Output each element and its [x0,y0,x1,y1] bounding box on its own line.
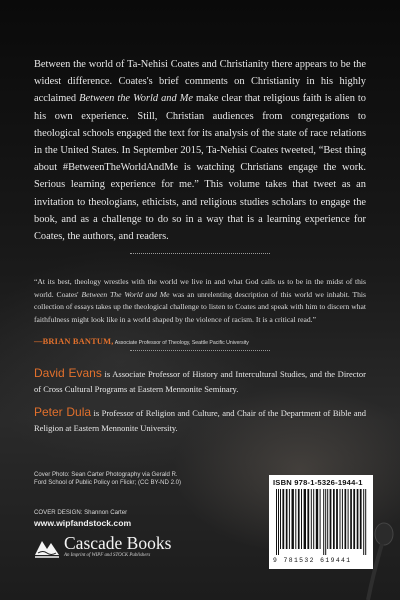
quote-book-title: Between The World and Me [81,289,170,299]
endorsement-quote [34,276,366,326]
author-bio-text-evans: is Associate Professor of History and Intercultural Studies, and the Director of Cross Cultural Programs at Eastern Mennonite Seminary. [34,369,366,394]
quote-text-part2: was an unrelenting description of this world we inhabit. This collection of essays takes up the theological challenge to listen to Coates and speak with him to discern what faithfulness might look like in a world shaped by the violence of racism. It is a critical read.” [34,289,366,324]
author-bio-evans [34,366,366,397]
barcode-digits: 9 781532 619441 [273,557,352,564]
endorser-role: Associate Professor of Theology, Seattle Pacific University [113,340,249,346]
author-name-dula: Peter Dula [34,405,92,419]
publisher-tagline: An Imprint of WIPF and STOCK Publishers [64,553,151,558]
divider-bottom [130,350,270,351]
author-bio-text-dula: is Professor of Religion and Culture, and Chair of the Department of Bible and Religion at Eastern Mennonite University. [34,408,366,433]
quote-text-part1: “At its best, theology wrestles with the world we live in and what God calls us to be in the midst of this world. Coates' [34,277,366,299]
intro-text-part2: make clear that religious faith is alien to his own experience. Still, Christian audiences from congregations to theological schools engaged the text for its analysis of the state of race relations in the United States. In September 2015, Ta-Nehisi Coates tweeted, “Best thing about #BetweenTheWorldAndMe is watching Christians engage the work. Serious learning experience for me.” This volume takes that tweet as an invitation to theologians, ethicists, and religious studies scholars to engage the book, and as a challenge to do so in a way that is a learning experience for Coates, the authors, and readers. [34,93,367,243]
microphone-image [360,520,400,600]
divider-top [130,253,270,254]
intro-paragraph [34,56,366,245]
cascade-books-logo-icon [34,535,60,559]
barcode-bars [272,489,370,555]
author-name-evans: David Evans [34,366,102,380]
publisher-website: www.wipfandstock.com [34,518,132,528]
intro-book-title: Between the World and Me [79,93,193,105]
publisher-logo [34,533,204,563]
isbn-barcode [269,475,373,569]
endorser-name: —BRIAN BANTUM, [34,337,114,346]
endorsement-attribution [34,337,249,348]
publisher-name: Cascade Books [64,533,172,553]
author-bio-dula [34,405,366,436]
cover-design-credit: COVER DESIGN: Shannon Carter [34,509,128,516]
photo-credit: Cover Photo: Sean Carter Photography via Gerald R. Ford School of Public Policy on Flickr; (CC BY-ND 2.0) [34,471,182,487]
isbn-label: ISBN 978-1-5326-1944-1 [273,478,363,487]
intro-text-part1: Between the world of Ta-Nehisi Coates and Christianity there appears to be the widest difference. Coates's brief comments on Christianity in his highly acclaimed [34,59,366,105]
